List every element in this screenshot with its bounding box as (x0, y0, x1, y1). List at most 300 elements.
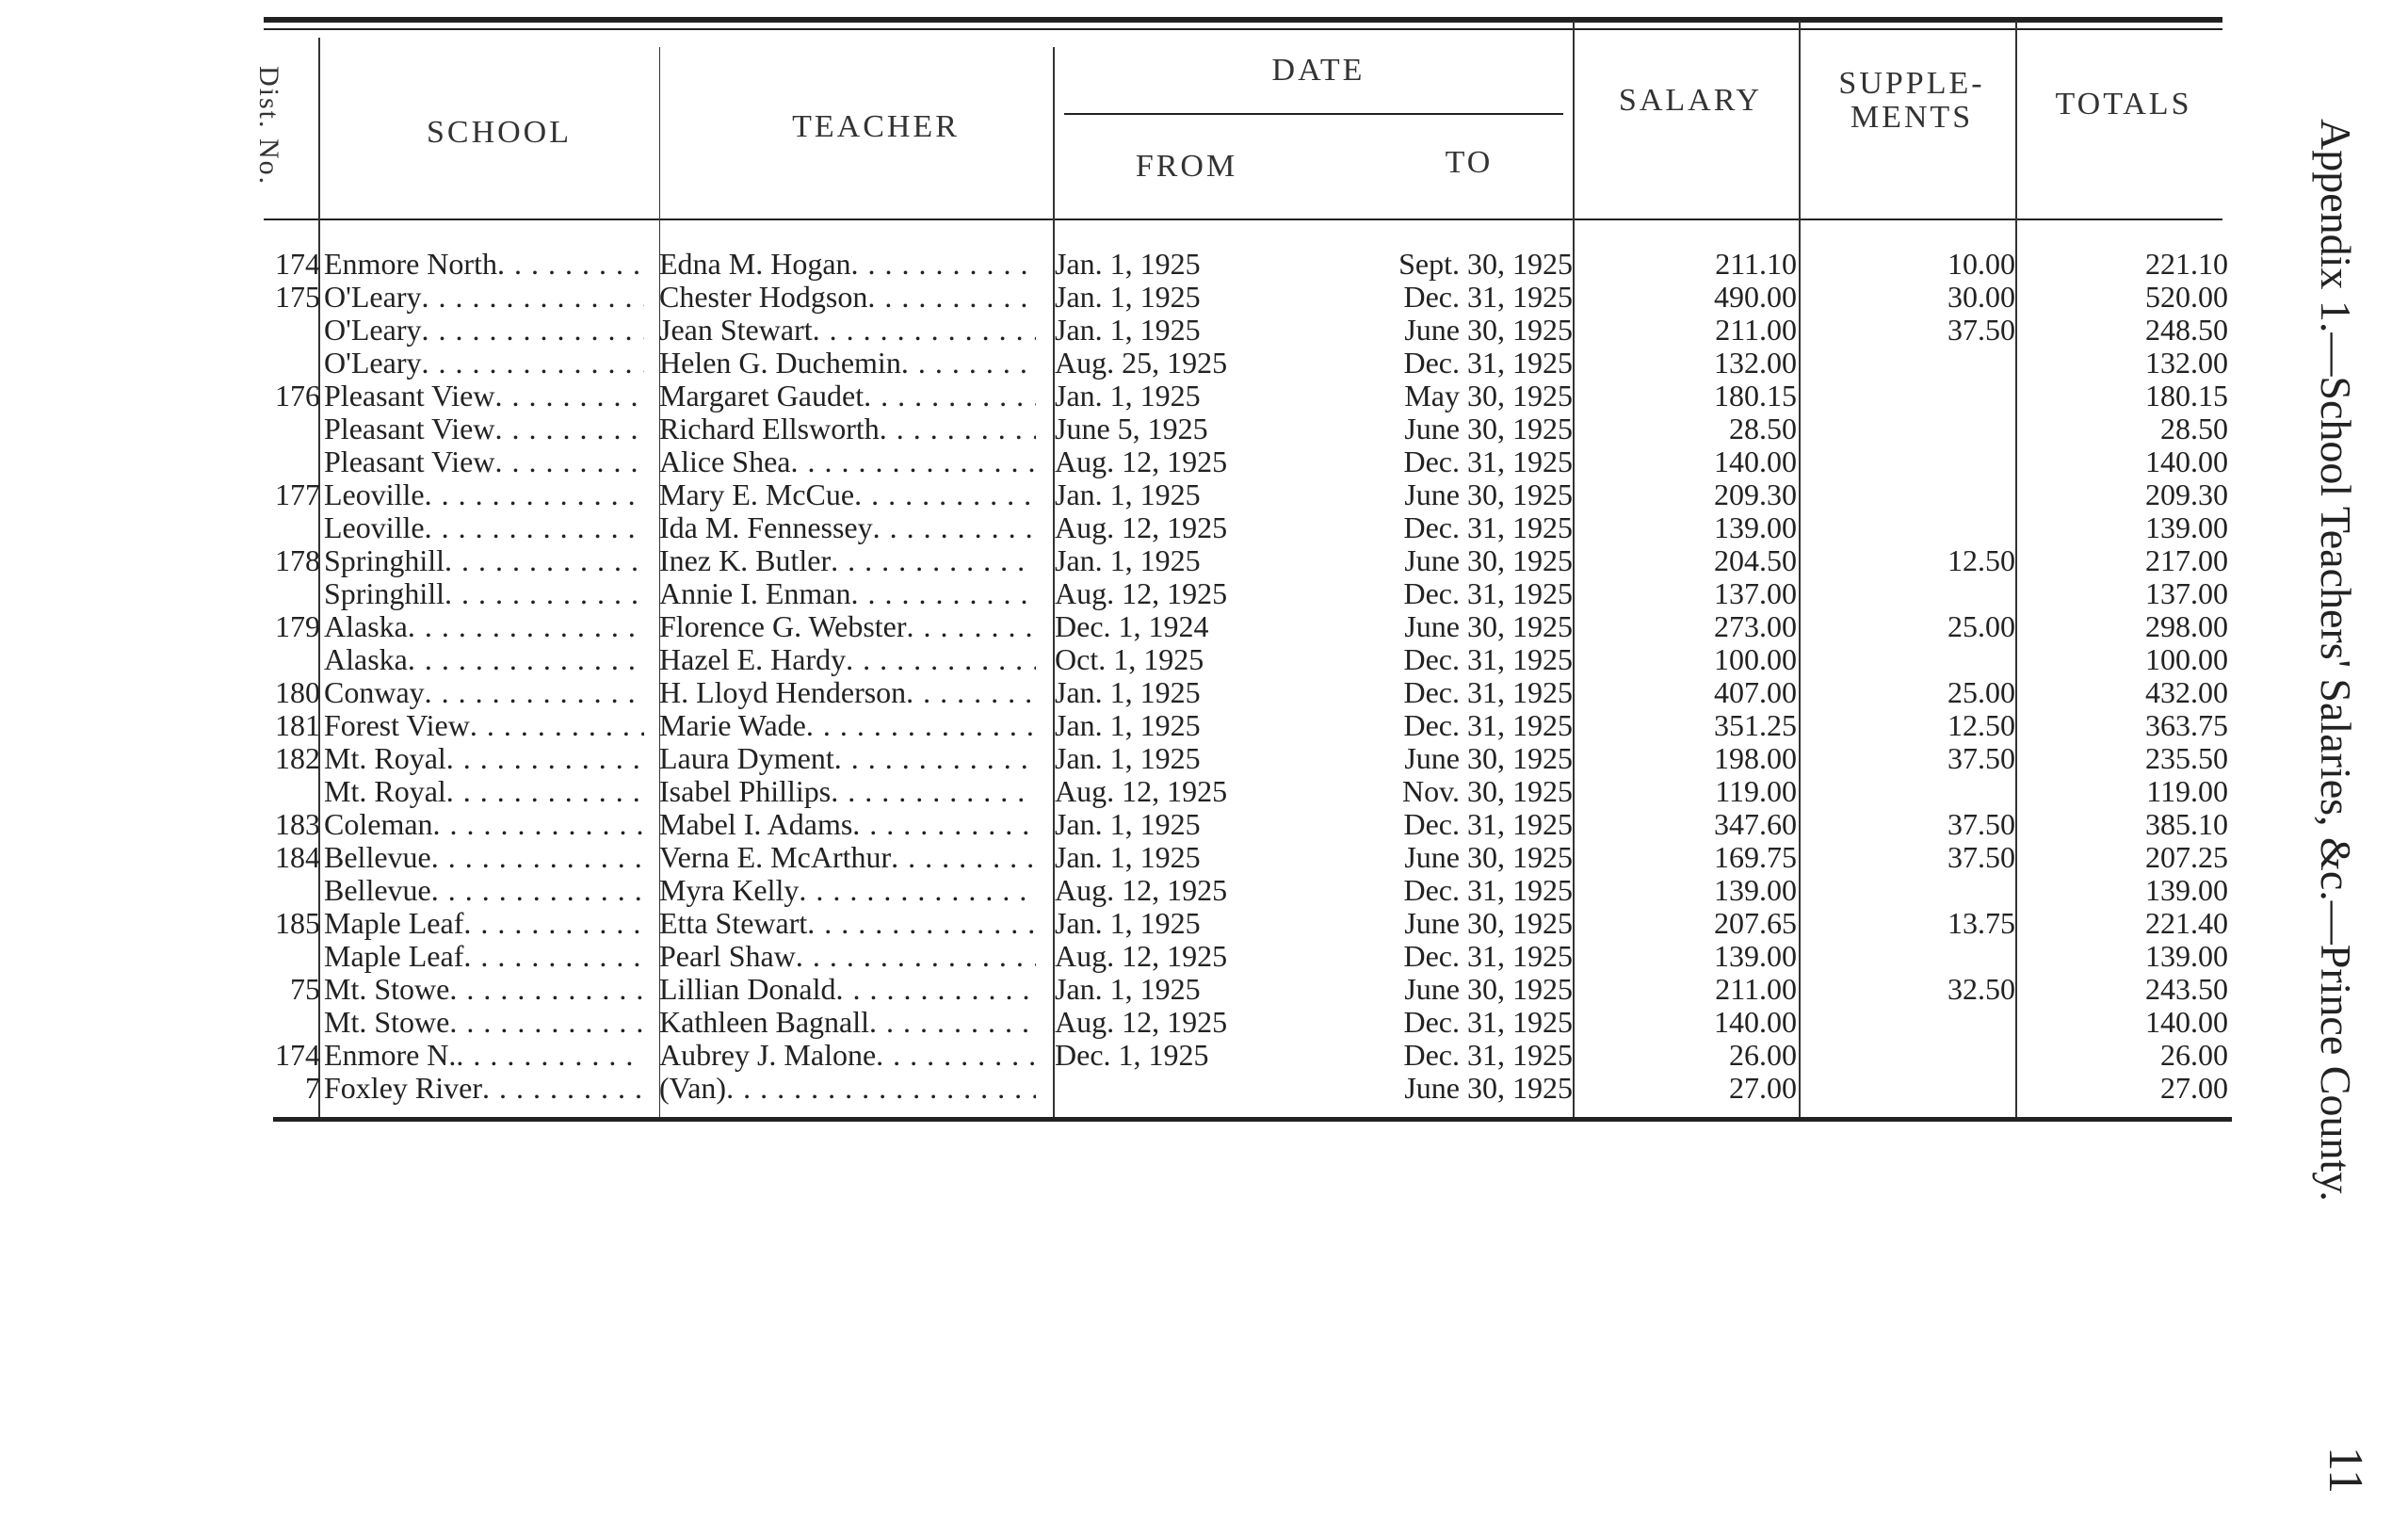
school-cell-text: O'Leary (324, 346, 422, 380)
teacher-cell (659, 412, 1036, 445)
to-date-cell: Dec. 31, 1925 (1403, 280, 1573, 314)
to-date-cell: June 30, 1925 (1404, 1071, 1573, 1105)
supplements-cell: 10.00 (1947, 247, 2015, 281)
teacher-cell (659, 445, 1036, 478)
total-cell: 432.00 (2145, 675, 2228, 709)
teacher-cell-text: Florence G. Webster (659, 609, 907, 643)
leader-dots (425, 510, 644, 544)
school-cell (324, 873, 644, 907)
school-cell (324, 543, 644, 577)
top-rule (264, 17, 2222, 23)
leader-dots (864, 379, 1036, 413)
from-date-cell: Aug. 12, 1925 (1055, 510, 1228, 544)
leader-dots (726, 1071, 1036, 1105)
teacher-cell (659, 906, 1036, 940)
leader-dots (867, 280, 1036, 314)
salary-cell: 207.65 (1714, 906, 1797, 940)
to-date-cell: June 30, 1925 (1404, 840, 1573, 874)
teacher-cell (659, 708, 1036, 742)
total-cell: 180.15 (2145, 379, 2228, 413)
school-cell (324, 939, 644, 973)
school-cell-text: O'Leary (324, 313, 422, 347)
to-date-cell: June 30, 1925 (1404, 477, 1573, 511)
to-date-cell: Dec. 31, 1925 (1403, 445, 1573, 478)
table-row (0, 1038, 2408, 1072)
school-cell (324, 675, 644, 709)
teacher-cell (659, 576, 1036, 610)
leader-dots (433, 807, 644, 841)
from-date-cell: Aug. 12, 1925 (1055, 445, 1228, 478)
salary-cell: 211.10 (1715, 247, 1797, 281)
school-cell (324, 379, 644, 413)
salary-cell: 119.00 (1715, 774, 1797, 808)
from-date-cell: June 5, 1925 (1055, 412, 1208, 445)
leader-dots (854, 477, 1036, 511)
to-date-cell: June 30, 1925 (1404, 906, 1573, 940)
from-header: FROM (1135, 149, 1238, 184)
table-row (0, 807, 2408, 841)
teacher-cell (659, 1071, 1036, 1105)
leader-dots (831, 774, 1036, 808)
leader-dots (421, 346, 644, 380)
salary-cell: 180.15 (1714, 379, 1797, 413)
leader-dots (463, 906, 644, 940)
school-cell (324, 609, 644, 643)
dist-no-cell: 7 (305, 1071, 320, 1105)
supplements-cell: 37.50 (1947, 840, 2015, 874)
leader-dots (444, 543, 644, 577)
salary-cell: 198.00 (1714, 741, 1797, 775)
total-cell: 248.50 (2145, 313, 2228, 347)
salary-cell: 137.00 (1714, 576, 1797, 610)
teacher-cell (659, 675, 1036, 709)
salary-cell: 407.00 (1714, 675, 1797, 709)
leader-dots (791, 445, 1037, 478)
teacher-cell-text: Ida M. Fennessey (659, 510, 873, 544)
dist-no-cell: 178 (275, 543, 320, 577)
teacher-cell (659, 939, 1036, 973)
table-row (0, 247, 2408, 281)
table-row (0, 445, 2408, 478)
teacher-cell (659, 379, 1036, 413)
dist-no-cell: 185 (275, 906, 320, 940)
from-date-cell: Oct. 1, 1925 (1055, 642, 1204, 676)
appendix-caption (2298, 119, 2373, 1494)
leader-dots (494, 445, 644, 478)
from-date-cell: Jan. 1, 1925 (1055, 477, 1201, 511)
to-date-cell: Dec. 31, 1925 (1403, 1038, 1573, 1072)
school-cell-text: Enmore N. (324, 1038, 457, 1072)
school-cell (324, 510, 644, 544)
teacher-cell-text: (Van) (659, 1071, 727, 1105)
to-date-cell: Dec. 31, 1925 (1403, 939, 1573, 973)
supplements-header-line2: MENTS (1850, 100, 1974, 135)
teacher-cell (659, 280, 1036, 314)
from-date-cell: Jan. 1, 1925 (1055, 280, 1201, 314)
teacher-cell (659, 543, 1036, 577)
salary-cell: 132.00 (1714, 346, 1797, 380)
leader-dots (446, 741, 644, 775)
to-date-cell: Dec. 31, 1925 (1403, 642, 1573, 676)
leader-dots (880, 412, 1036, 445)
school-cell-text: Mt. Stowe (324, 1005, 450, 1039)
leader-dots (907, 609, 1036, 643)
to-date-cell: Dec. 31, 1925 (1403, 510, 1573, 544)
salary-cell: 140.00 (1714, 1005, 1797, 1039)
leader-dots (846, 642, 1036, 676)
total-cell: 28.50 (2160, 412, 2228, 445)
to-date-cell: Dec. 31, 1925 (1403, 708, 1573, 742)
teacher-cell-text: Aubrey J. Malone (659, 1038, 877, 1072)
leader-dots (431, 873, 644, 907)
school-cell (324, 972, 644, 1006)
salary-cell: 139.00 (1714, 510, 1797, 544)
teacher-cell-text: Helen G. Duchemin (659, 346, 901, 380)
table-row (0, 741, 2408, 775)
leader-dots (425, 477, 644, 511)
salary-cell: 139.00 (1714, 939, 1797, 973)
leader-dots (431, 840, 644, 874)
teacher-cell-text: Mabel I. Adams (659, 807, 853, 841)
total-cell: 140.00 (2145, 445, 2228, 478)
from-date-cell: Aug. 12, 1925 (1055, 873, 1228, 907)
salary-cell: 139.00 (1714, 873, 1797, 907)
total-cell: 139.00 (2145, 873, 2228, 907)
leader-dots (425, 675, 644, 709)
school-cell (324, 906, 644, 940)
table-row (0, 379, 2408, 413)
teacher-cell-text: Edna M. Hogan (659, 247, 851, 281)
leader-dots (852, 807, 1036, 841)
school-cell-text: Springhill (324, 576, 445, 610)
to-date-cell: June 30, 1925 (1404, 972, 1573, 1006)
from-date-cell: Jan. 1, 1925 (1055, 840, 1201, 874)
from-date-cell: Jan. 1, 1925 (1055, 972, 1201, 1006)
leader-dots (851, 247, 1036, 281)
school-cell (324, 1005, 644, 1039)
supplements-header-line1: SUPPLE- (1838, 66, 1985, 101)
school-cell-text: Leoville (324, 510, 425, 544)
salary-cell: 26.00 (1729, 1038, 1797, 1072)
school-cell (324, 741, 644, 775)
from-date-cell: Dec. 1, 1925 (1055, 1038, 1209, 1072)
to-date-cell: Dec. 31, 1925 (1403, 1005, 1573, 1039)
from-date-cell: Aug. 12, 1925 (1055, 1005, 1228, 1039)
teacher-cell (659, 609, 1036, 643)
teacher-cell-text: Alice Shea (659, 445, 791, 478)
dist-no-cell: 75 (290, 972, 320, 1006)
leader-dots (444, 576, 644, 610)
table-row (0, 675, 2408, 709)
teacher-cell (659, 477, 1036, 511)
leader-dots (834, 741, 1036, 775)
supplements-cell: 25.00 (1947, 675, 2015, 709)
from-date-cell: Aug. 12, 1925 (1055, 774, 1228, 808)
teacher-cell-text: Jean Stewart (659, 313, 813, 347)
leader-dots (456, 1038, 644, 1072)
total-cell: 209.30 (2145, 477, 2228, 511)
total-cell: 217.00 (2145, 543, 2228, 577)
teacher-cell (659, 313, 1036, 347)
total-cell: 27.00 (2160, 1071, 2228, 1105)
leader-dots (421, 313, 644, 347)
page-number: 11 (2319, 1446, 2372, 1494)
to-date-cell: Dec. 31, 1925 (1403, 675, 1573, 709)
teacher-cell-text: H. Lloyd Henderson (659, 675, 907, 709)
leader-dots (807, 906, 1036, 940)
to-date-cell: May 30, 1925 (1404, 379, 1573, 413)
school-cell-text: Maple Leaf (324, 939, 464, 973)
to-header: TO (1445, 145, 1494, 180)
leader-dots (901, 346, 1036, 380)
dist-no-cell: 183 (275, 807, 320, 841)
teacher-cell (659, 346, 1036, 380)
leader-dots (876, 1038, 1036, 1072)
from-date-cell: Jan. 1, 1925 (1055, 906, 1201, 940)
school-cell-text: Maple Leaf (324, 906, 464, 940)
supplements-cell: 13.75 (1947, 906, 2015, 940)
table-row (0, 543, 2408, 577)
school-cell (324, 445, 644, 478)
teacher-cell (659, 247, 1036, 281)
teacher-cell-text: Mary E. McCue (659, 477, 855, 511)
from-date-cell: Aug. 12, 1925 (1055, 939, 1228, 973)
leader-dots (906, 675, 1036, 709)
school-cell (324, 412, 644, 445)
school-cell-text: Pleasant View (324, 412, 495, 445)
school-cell (324, 708, 644, 742)
supplements-cell: 37.50 (1947, 741, 2015, 775)
leader-dots (869, 1005, 1036, 1039)
to-date-cell: Dec. 31, 1925 (1403, 346, 1573, 380)
teacher-cell (659, 1038, 1036, 1072)
school-cell-text: Bellevue (324, 873, 431, 907)
teacher-cell-text: Marie Wade (659, 708, 806, 742)
teacher-cell (659, 840, 1036, 874)
to-date-cell: June 30, 1925 (1404, 609, 1573, 643)
salary-cell: 351.25 (1714, 708, 1797, 742)
salary-cell: 204.50 (1714, 543, 1797, 577)
bottom-rule (273, 1117, 2232, 1122)
dist-no-cell: 174 (275, 1038, 320, 1072)
school-cell (324, 247, 644, 281)
school-cell (324, 1071, 644, 1105)
teacher-cell-text: Annie I. Enman (659, 576, 851, 610)
table-row (0, 346, 2408, 380)
teacher-cell (659, 972, 1036, 1006)
school-cell-text: Forest View (324, 708, 470, 742)
teacher-cell-text: Lillian Donald (659, 972, 836, 1006)
from-date-cell: Dec. 1, 1924 (1055, 609, 1209, 643)
school-header: SCHOOL (426, 115, 573, 150)
leader-dots (831, 543, 1036, 577)
teacher-cell-text: Etta Stewart (659, 906, 808, 940)
total-cell: 100.00 (2145, 642, 2228, 676)
teacher-cell-text: Hazel E. Hardy (659, 642, 847, 676)
salary-cell: 27.00 (1729, 1071, 1797, 1105)
from-date-cell: Jan. 1, 1925 (1055, 708, 1201, 742)
teacher-cell (659, 774, 1036, 808)
school-cell (324, 280, 644, 314)
school-cell-text: Foxley River (324, 1071, 482, 1105)
school-cell (324, 1038, 644, 1072)
leader-dots (446, 774, 644, 808)
supplements-cell: 25.00 (1947, 609, 2015, 643)
leader-dots (813, 313, 1036, 347)
supplements-cell: 32.50 (1947, 972, 2015, 1006)
total-cell: 385.10 (2145, 807, 2228, 841)
to-date-cell: Sept. 30, 1925 (1398, 247, 1573, 281)
leader-dots (470, 708, 644, 742)
school-cell-text: Mt. Royal (324, 774, 446, 808)
salary-cell: 211.00 (1715, 313, 1797, 347)
school-cell (324, 477, 644, 511)
dist-no-cell: 175 (275, 280, 320, 314)
leader-dots (408, 642, 644, 676)
to-date-cell: June 30, 1925 (1404, 412, 1573, 445)
school-cell-text: Mt. Royal (324, 741, 446, 775)
leader-dots (873, 510, 1036, 544)
school-cell-text: Alaska (324, 609, 408, 643)
to-date-cell: Dec. 31, 1925 (1403, 807, 1573, 841)
school-cell (324, 313, 644, 347)
school-cell-text: Pleasant View (324, 445, 495, 478)
table-row (0, 609, 2408, 643)
table-row (0, 280, 2408, 314)
teacher-cell-text: Laura Dyment (659, 741, 834, 775)
dist-no-cell: 182 (275, 741, 320, 775)
table-row (0, 510, 2408, 544)
leader-dots (408, 609, 644, 643)
teacher-cell (659, 1005, 1036, 1039)
total-cell: 221.40 (2145, 906, 2228, 940)
from-date-cell: Jan. 1, 1925 (1055, 741, 1201, 775)
salary-cell: 140.00 (1714, 445, 1797, 478)
school-cell (324, 774, 644, 808)
appendix-caption-text: Appendix 1.—School Teachers' Salaries, &c.—Prince County. (2312, 119, 2360, 1202)
school-cell (324, 346, 644, 380)
from-date-cell: Aug. 12, 1925 (1055, 576, 1228, 610)
totals-header: TOTALS (2055, 87, 2192, 121)
school-cell-text: O'Leary (324, 280, 422, 314)
table-row (0, 477, 2408, 511)
school-cell-text: Pleasant View (324, 379, 495, 413)
total-cell: 235.50 (2145, 741, 2228, 775)
table-row (0, 774, 2408, 808)
to-date-cell: June 30, 1925 (1404, 741, 1573, 775)
total-cell: 119.00 (2146, 774, 2228, 808)
leader-dots (836, 972, 1036, 1006)
teacher-cell (659, 510, 1036, 544)
leader-dots (482, 1071, 644, 1105)
leader-dots (494, 412, 644, 445)
school-cell-text: Alaska (324, 642, 408, 676)
teacher-cell (659, 807, 1036, 841)
leader-dots (497, 247, 644, 281)
school-cell-text: Coleman (324, 807, 433, 841)
salary-cell: 28.50 (1729, 412, 1797, 445)
school-cell (324, 840, 644, 874)
dist-no-cell: 176 (275, 379, 320, 413)
total-cell: 140.00 (2145, 1005, 2228, 1039)
leader-dots (463, 939, 644, 973)
leader-dots (449, 972, 644, 1006)
from-date-cell: Jan. 1, 1925 (1055, 675, 1201, 709)
supplements-cell: 30.00 (1947, 280, 2015, 314)
teacher-cell-text: Pearl Shaw (659, 939, 796, 973)
total-cell: 137.00 (2145, 576, 2228, 610)
salary-cell: 169.75 (1714, 840, 1797, 874)
leader-dots (891, 840, 1036, 874)
dist-no-cell: 177 (275, 477, 320, 511)
salary-header: SALARY (1618, 83, 1763, 118)
salary-cell: 100.00 (1714, 642, 1797, 676)
top-rule-thin (264, 28, 2222, 30)
salary-cell: 209.30 (1714, 477, 1797, 511)
school-cell-text: Leoville (324, 477, 425, 511)
teacher-cell (659, 741, 1036, 775)
leader-dots (806, 708, 1036, 742)
supplements-cell: 12.50 (1947, 708, 2015, 742)
school-cell-text: Bellevue (324, 840, 431, 874)
school-cell-text: Mt. Stowe (324, 972, 450, 1006)
school-cell-text: Enmore North (324, 247, 497, 281)
teacher-cell-text: Margaret Gaudet (659, 379, 865, 413)
teacher-header: TEACHER (792, 109, 960, 144)
total-cell: 207.25 (2145, 840, 2228, 874)
total-cell: 221.10 (2145, 247, 2228, 281)
leader-dots (796, 939, 1036, 973)
teacher-cell-text: Kathleen Bagnall (659, 1005, 870, 1039)
teacher-cell-text: Chester Hodgson (659, 280, 868, 314)
teacher-cell-text: Inez K. Butler (659, 543, 832, 577)
from-date-cell: Jan. 1, 1925 (1055, 543, 1201, 577)
to-date-cell: June 30, 1925 (1404, 543, 1573, 577)
table-row (0, 708, 2408, 742)
table-row (0, 1005, 2408, 1039)
dist-no-cell: 174 (275, 247, 320, 281)
header-bottom-rule (264, 218, 2222, 220)
school-cell (324, 576, 644, 610)
total-cell: 298.00 (2145, 609, 2228, 643)
total-cell: 243.50 (2145, 972, 2228, 1006)
date-divider-rule (1064, 113, 1563, 115)
total-cell: 520.00 (2145, 280, 2228, 314)
supplements-cell: 12.50 (1947, 543, 2015, 577)
dist-no-cell: 181 (275, 708, 320, 742)
supplements-cell: 37.50 (1947, 313, 2015, 347)
table-row (0, 412, 2408, 445)
table-row (0, 1071, 2408, 1105)
to-date-cell: Dec. 31, 1925 (1403, 576, 1573, 610)
from-date-cell: Aug. 25, 1925 (1055, 346, 1228, 380)
total-cell: 139.00 (2145, 510, 2228, 544)
dist-no-cell: 179 (275, 609, 320, 643)
table-row (0, 873, 2408, 907)
table-row (0, 906, 2408, 940)
school-cell (324, 807, 644, 841)
total-cell: 26.00 (2160, 1038, 2228, 1072)
from-date-cell: Jan. 1, 1925 (1055, 313, 1201, 347)
supplements-cell: 37.50 (1947, 807, 2015, 841)
table-row (0, 972, 2408, 1006)
leader-dots (494, 379, 644, 413)
dist-no-cell: 180 (275, 675, 320, 709)
from-date-cell: Jan. 1, 1925 (1055, 379, 1201, 413)
teacher-cell-text: Isabel Phillips (659, 774, 832, 808)
salary-cell: 211.00 (1715, 972, 1797, 1006)
leader-dots (449, 1005, 644, 1039)
